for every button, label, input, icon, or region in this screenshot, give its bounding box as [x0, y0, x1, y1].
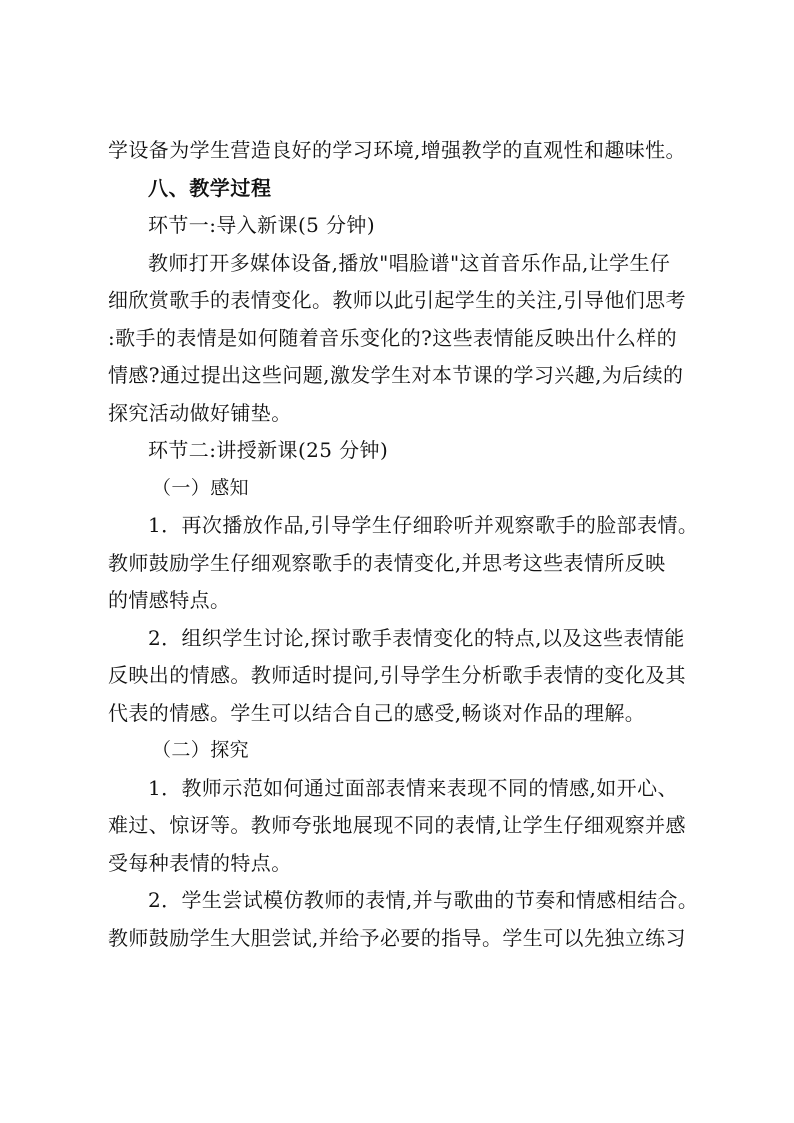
document-body	[108, 132, 698, 957]
paragraph-line: 1．再次播放作品,引导学生仔细聆听并观察歌手的脸部表情。	[148, 513, 699, 537]
paragraph-line: 探究活动做好铺垫。	[108, 400, 292, 425]
paragraph-line: 教师鼓励学生大胆尝试,并给予必要的指导。学生可以先独立练习	[108, 925, 686, 950]
paragraph-line: 教师打开多媒体设备,播放"唱脸谱"这首音乐作品,让学生仔	[148, 250, 671, 275]
paragraph-line: :歌手的表情是如何随着音乐变化的?这些表情能反映出什么样的	[108, 325, 678, 350]
paragraph-line: 1．教师示范如何通过面部表情来表现不同的情感,如开心、	[148, 775, 678, 800]
subsection-heading: （一）感知	[152, 476, 250, 499]
paragraph-line: 2．学生尝试模仿教师的表情,并与歌曲的节奏和情感相结合。	[148, 888, 699, 912]
paragraph-line: 学设备为学生营造良好的学习环境,增强教学的直观性和趣味性。	[108, 138, 686, 162]
paragraph-line: 的情感特点。	[108, 588, 231, 612]
step-heading: 环节一:导入新课(5 分钟)	[148, 213, 376, 237]
paragraph-line: 情感?通过提出这些问题,激发学生对本节课的学习兴趣,为后续的	[108, 363, 684, 387]
paragraph-line: 难过、惊讶等。教师夸张地展现不同的表情,让学生仔细观察并感	[108, 813, 686, 837]
step-heading: 环节二:讲授新课(25 分钟)	[148, 438, 389, 462]
subsection-heading: （二）探究	[152, 739, 250, 761]
paragraph-line: 2．组织学生讨论,探讨歌手表情变化的特点,以及这些表情能	[148, 625, 685, 650]
paragraph-line: 反映出的情感。教师适时提问,引导学生分析歌手表情的变化及其	[108, 663, 686, 687]
paragraph-line: 教师鼓励学生仔细观察歌手的表情变化,并思考这些表情所反映	[108, 550, 666, 575]
paragraph-line: 受每种表情的特点。	[108, 850, 292, 875]
paragraph-line: 细欣赏歌手的表情变化。教师以此引起学生的关注,引导他们思考	[108, 288, 686, 312]
section-heading: 八、教学过程	[148, 175, 272, 200]
paragraph-line: 代表的情感。学生可以结合自己的感受,畅谈对作品的理解。	[108, 700, 646, 725]
